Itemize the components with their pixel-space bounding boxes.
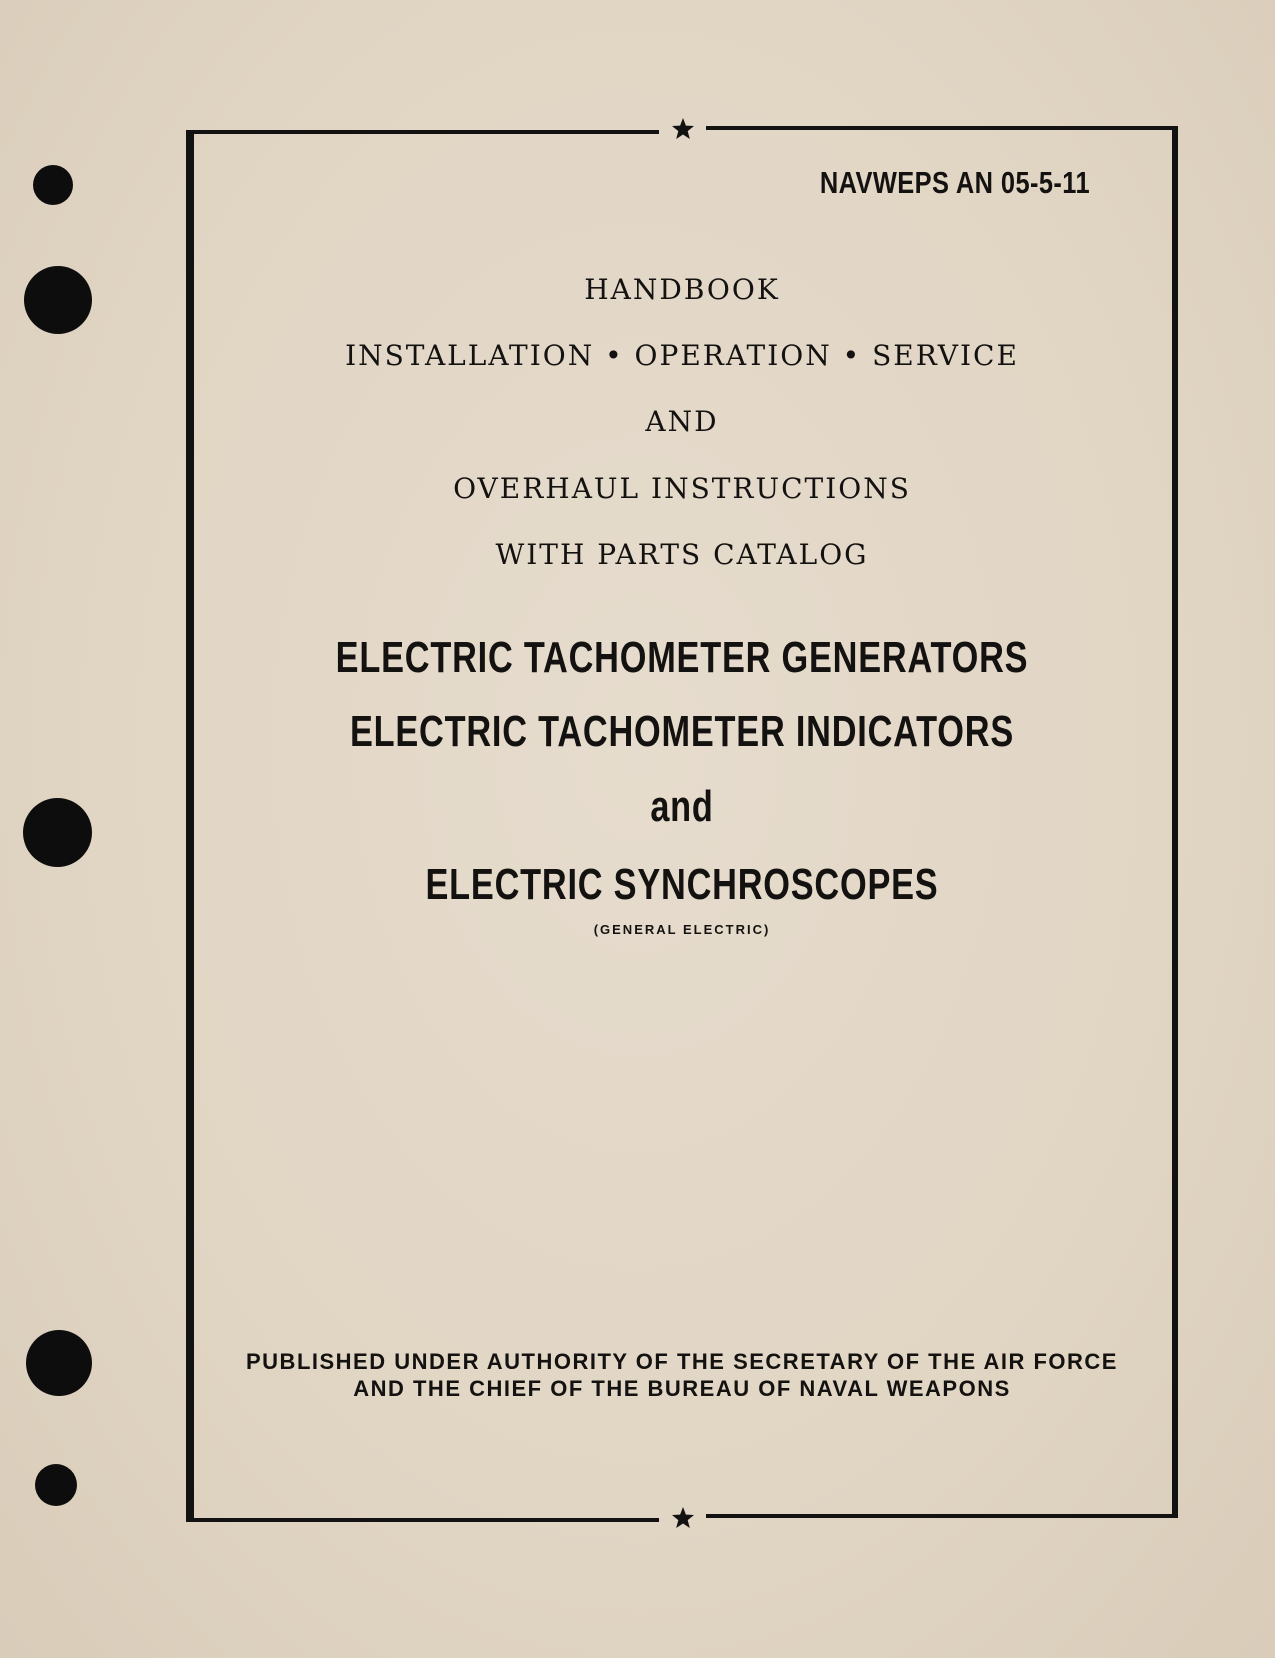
subject-line-indicators: ELECTRIC TACHOMETER INDICATORS bbox=[349, 707, 1015, 756]
handbook-overhaul: OVERHAUL INSTRUCTIONS bbox=[453, 472, 911, 505]
subject-line-generators: ELECTRIC TACHOMETER GENERATORS bbox=[335, 633, 1029, 682]
frame-right-rule bbox=[1172, 126, 1178, 1515]
subject-line-synchroscopes: ELECTRIC SYNCHROSCOPES bbox=[425, 860, 939, 909]
handbook-scope: INSTALLATION • OPERATION • SERVICE bbox=[345, 339, 1019, 372]
handbook-title: HANDBOOK bbox=[584, 273, 780, 306]
binder-hole bbox=[33, 165, 73, 205]
binder-hole bbox=[24, 266, 92, 334]
subject-line-and: and bbox=[650, 782, 714, 831]
manufacturer: (GENERAL ELECTRIC) bbox=[593, 922, 771, 937]
authority-line-2: AND THE CHIEF OF THE BUREAU OF NAVAL WEAPONS bbox=[353, 1376, 1011, 1401]
binder-hole bbox=[23, 798, 92, 867]
document-number: NAVWEPS AN 05-5-11 bbox=[819, 165, 1090, 200]
frame-bottom-rule bbox=[186, 1518, 659, 1522]
frame-top-rule bbox=[706, 126, 1178, 130]
authority-line-1: PUBLISHED UNDER AUTHORITY OF THE SECRETARY OF THE AIR FORCE bbox=[246, 1349, 1118, 1374]
frame-top-rule bbox=[186, 130, 659, 134]
binder-hole bbox=[35, 1464, 77, 1506]
frame-bottom-rule bbox=[706, 1514, 1178, 1518]
handbook-parts: WITH PARTS CATALOG bbox=[495, 538, 869, 571]
binder-hole bbox=[26, 1330, 92, 1396]
star-icon bbox=[671, 1506, 695, 1530]
star-icon bbox=[671, 117, 695, 141]
handbook-conjunction: AND bbox=[645, 405, 719, 438]
